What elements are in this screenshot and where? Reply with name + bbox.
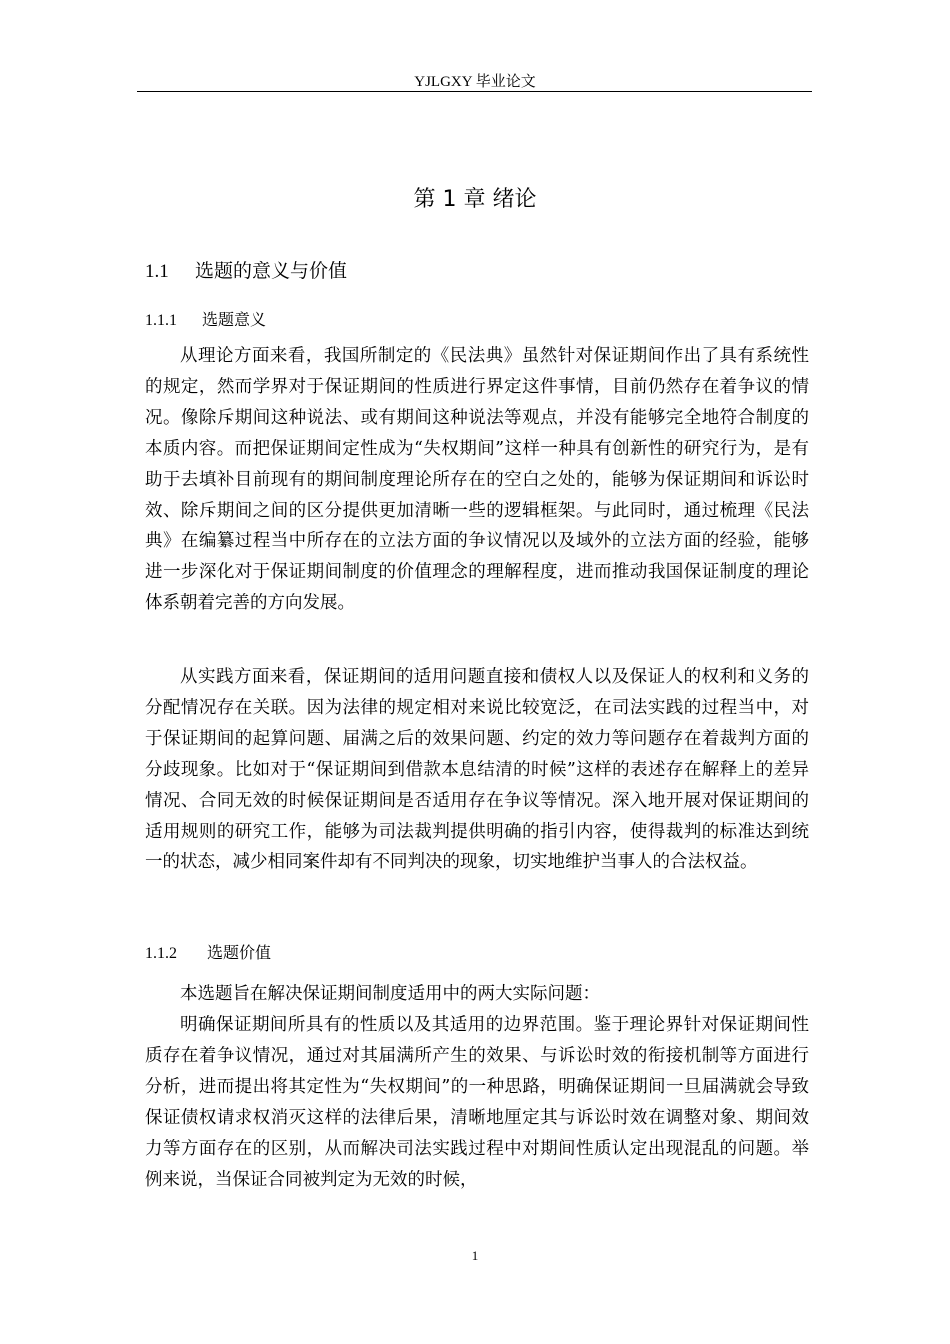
subsection-number: 1.1.2 bbox=[145, 945, 177, 962]
body-paragraph: 本选题旨在解决保证期间制度适用中的两大实际问题： bbox=[180, 984, 600, 1004]
body-paragraph: 明确保证期间所具有的性质以及其适用的边界范围。鉴于理论界针对保证期间性质存在着争议情况，通过对其届满所产生的效果、与诉讼时效的衔接机制等方面进行分析，进而提出将其定性为“失权期间”的一种思路，明确保证期间一旦届满就会导致保证债权请求权消灭这样的法律后果，清晰地厘定其与诉讼时效在调整对象、期间效力等方面存在的区别，从而解决司法实践过程中对期间性质认定出现混乱的问题。举例来说，当保证合同被判定为无效的时候， bbox=[145, 1015, 809, 1190]
subsection-title: 选题意义 bbox=[202, 310, 267, 329]
section-heading-1-1 bbox=[145, 256, 347, 283]
subsection-heading-1-1-2 bbox=[145, 940, 271, 963]
header-text: YJLGXY 毕业论文 bbox=[414, 74, 536, 90]
page-number: 1 bbox=[471, 1248, 479, 1263]
body-paragraph: 从理论方面来看，我国所制定的《民法典》虽然针对保证期间作出了具有系统性的规定，然而学界对于保证期间的性质进行界定这件事情，目前仍然存在着争议的情况。像除斥期间这种说法、或有期间这种说法等观点，并没有能够完全地符合制度的本质内容。而把保证期间定性成为“失权期间”这样一种具有创新性的研究行为，是有助于去填补目前现有的期间制度理论所存在的空白之处的，能够为保证期间和诉讼时效、除斥期间之间的区分提供更加清晰一些的逻辑框架。与此同时，通过梳理《民法典》在编纂过程当中所存在的立法方面的争议情况以及域外的立法方面的经验，能够进一步深化对于保证期间制度的价值理念的理解程度，进而推动我国保证制度的理论体系朝着完善的方向发展。 bbox=[145, 346, 809, 614]
subsection-title: 选题价值 bbox=[207, 943, 272, 962]
subsection-heading-1-1-1 bbox=[145, 307, 266, 330]
subsection-number: 1.1.1 bbox=[145, 312, 177, 329]
section-number: 1.1 bbox=[145, 261, 169, 282]
body-paragraph: 从实践方面来看，保证期间的适用问题直接和债权人以及保证人的权利和义务的分配情况存在关联。因为法律的规定相对来说比较宽泛，在司法实践的过程当中，对于保证期间的起算问题、届满之后的效果问题、约定的效力等问题存在着裁判方面的分歧现象。比如对于“保证期间到借款本息结清的时候”这样的表述存在解释上的差异情况、合同无效的时候保证期间是否适用存在争议等情况。深入地开展对保证期间的适用规则的研究工作，能够为司法裁判提供明确的指引内容，使得裁判的标准达到统一的状态，减少相同案件却有不同判决的现象，切实地维护当事人的合法权益。 bbox=[145, 667, 809, 873]
chapter-title: 第 1 章 绪论 bbox=[413, 187, 537, 212]
header-divider bbox=[137, 91, 812, 92]
section-title: 选题的意义与价值 bbox=[195, 260, 348, 282]
